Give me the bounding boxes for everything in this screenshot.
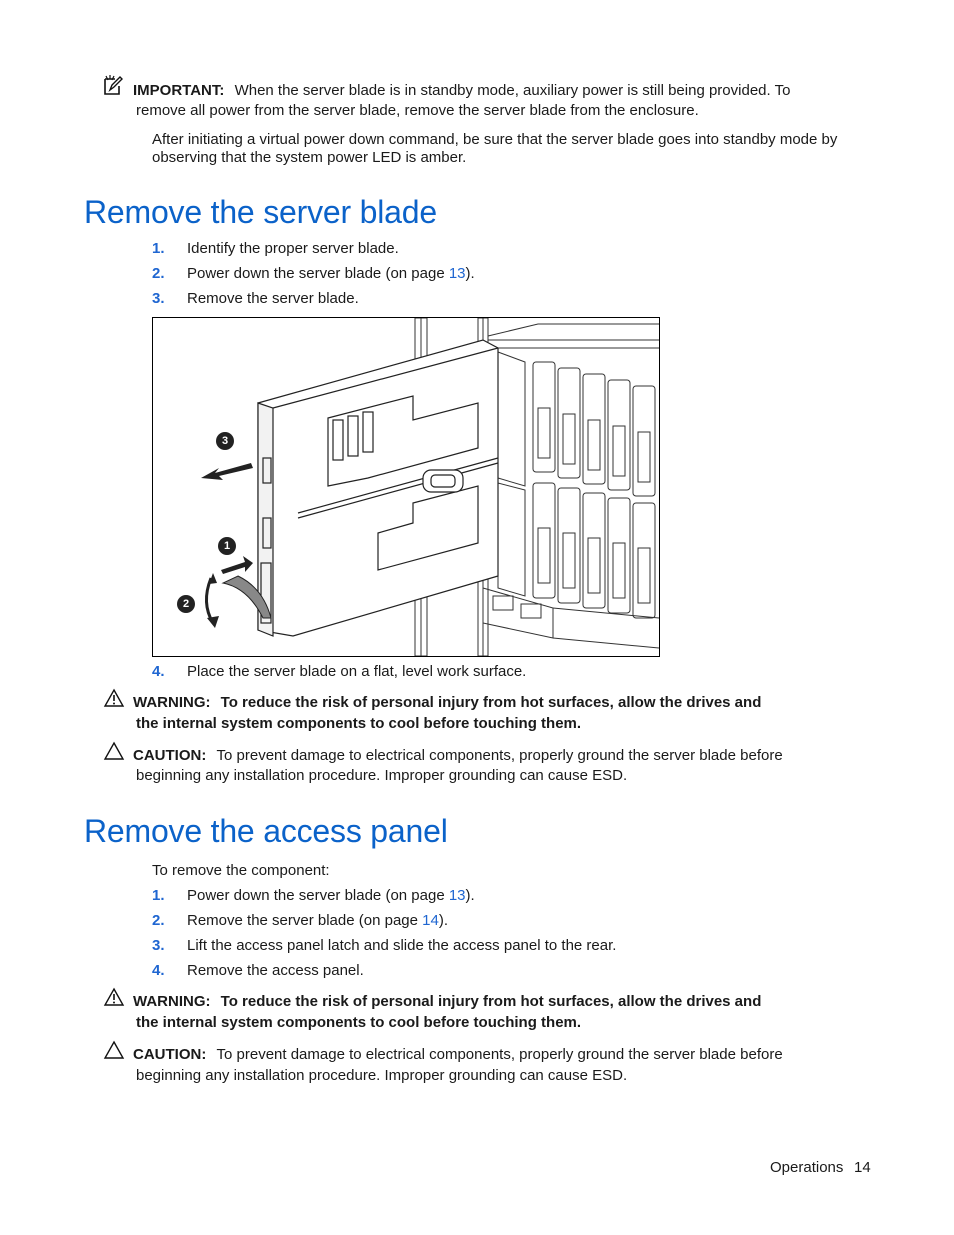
callout-label: 1	[223, 540, 231, 552]
blade-enclosure-drawing	[153, 318, 659, 656]
callout-label: 3	[221, 435, 229, 447]
warning-icon	[103, 688, 125, 708]
warning-line-1: WARNING: To reduce the risk of personal injury from hot surfaces, allow the drives and	[133, 993, 762, 1010]
caution-line-1: CAUTION: To prevent damage to electrical components, properly ground the server blade before	[133, 747, 783, 764]
caution-line-2: beginning any installation procedure. Improper grounding can cause ESD.	[136, 1067, 628, 1084]
step-number: 4.	[152, 663, 165, 680]
caution-line-2: beginning any installation procedure. Improper grounding can cause ESD.	[136, 767, 628, 784]
step-number: 3.	[152, 290, 165, 307]
warning-line-2: the internal system components to cool before touching them.	[136, 715, 582, 732]
step-text: Power down the server blade (on page 13).	[187, 887, 475, 904]
caution-label: CAUTION:	[133, 747, 207, 764]
page-link[interactable]: 14	[422, 912, 439, 929]
section-intro: To remove the component:	[152, 862, 330, 879]
step-text: Identify the proper server blade.	[187, 240, 399, 257]
important-note-line-1: After initiating a virtual power down command, be sure that the server blade goes into standby mode by	[152, 131, 838, 148]
warning-label: WARNING:	[133, 993, 211, 1010]
step-text: Place the server blade on a flat, level work surface.	[187, 663, 527, 680]
step-text: Remove the access panel.	[187, 962, 364, 979]
footer-section: Operations	[770, 1159, 844, 1176]
important-note-icon	[102, 75, 124, 97]
step-number: 2.	[152, 265, 165, 282]
section-title-remove-server-blade: Remove the server blade	[84, 194, 437, 230]
step-number: 4.	[152, 962, 165, 979]
server-blade-removal-illustration	[152, 317, 660, 657]
warning-label: WARNING:	[133, 694, 211, 711]
step-text: Remove the server blade (on page 14).	[187, 912, 448, 929]
section-title-remove-access-panel: Remove the access panel	[84, 813, 448, 849]
step-number: 1.	[152, 240, 165, 257]
warning-icon	[103, 987, 125, 1007]
caution-line-1: CAUTION: To prevent damage to electrical components, properly ground the server blade before	[133, 1046, 783, 1063]
page-link[interactable]: 13	[448, 887, 466, 904]
footer-page-number: 14	[854, 1159, 871, 1176]
important-line-1: IMPORTANT: When the server blade is in standby mode, auxiliary power is still being provided. To	[133, 82, 791, 99]
page-link[interactable]: 13	[448, 265, 466, 282]
callout-label: 2	[182, 598, 190, 610]
caution-icon	[103, 741, 125, 761]
important-label: IMPORTANT:	[133, 82, 225, 99]
important-line-2: remove all power from the server blade, remove the server blade from the enclosure.	[136, 102, 699, 119]
step-text: Remove the server blade.	[187, 290, 359, 307]
step-number: 2.	[152, 912, 165, 929]
step-number: 1.	[152, 887, 165, 904]
warning-line-2: the internal system components to cool before touching them.	[136, 1014, 582, 1031]
caution-label: CAUTION:	[133, 1046, 207, 1063]
important-note-line-2: observing that the system power LED is amber.	[152, 149, 467, 166]
warning-line-1: WARNING: To reduce the risk of personal injury from hot surfaces, allow the drives and	[133, 694, 762, 711]
step-number: 3.	[152, 937, 165, 954]
step-text: Power down the server blade (on page 13).	[187, 265, 475, 282]
step-text: Lift the access panel latch and slide the access panel to the rear.	[187, 937, 617, 954]
caution-icon	[103, 1040, 125, 1060]
